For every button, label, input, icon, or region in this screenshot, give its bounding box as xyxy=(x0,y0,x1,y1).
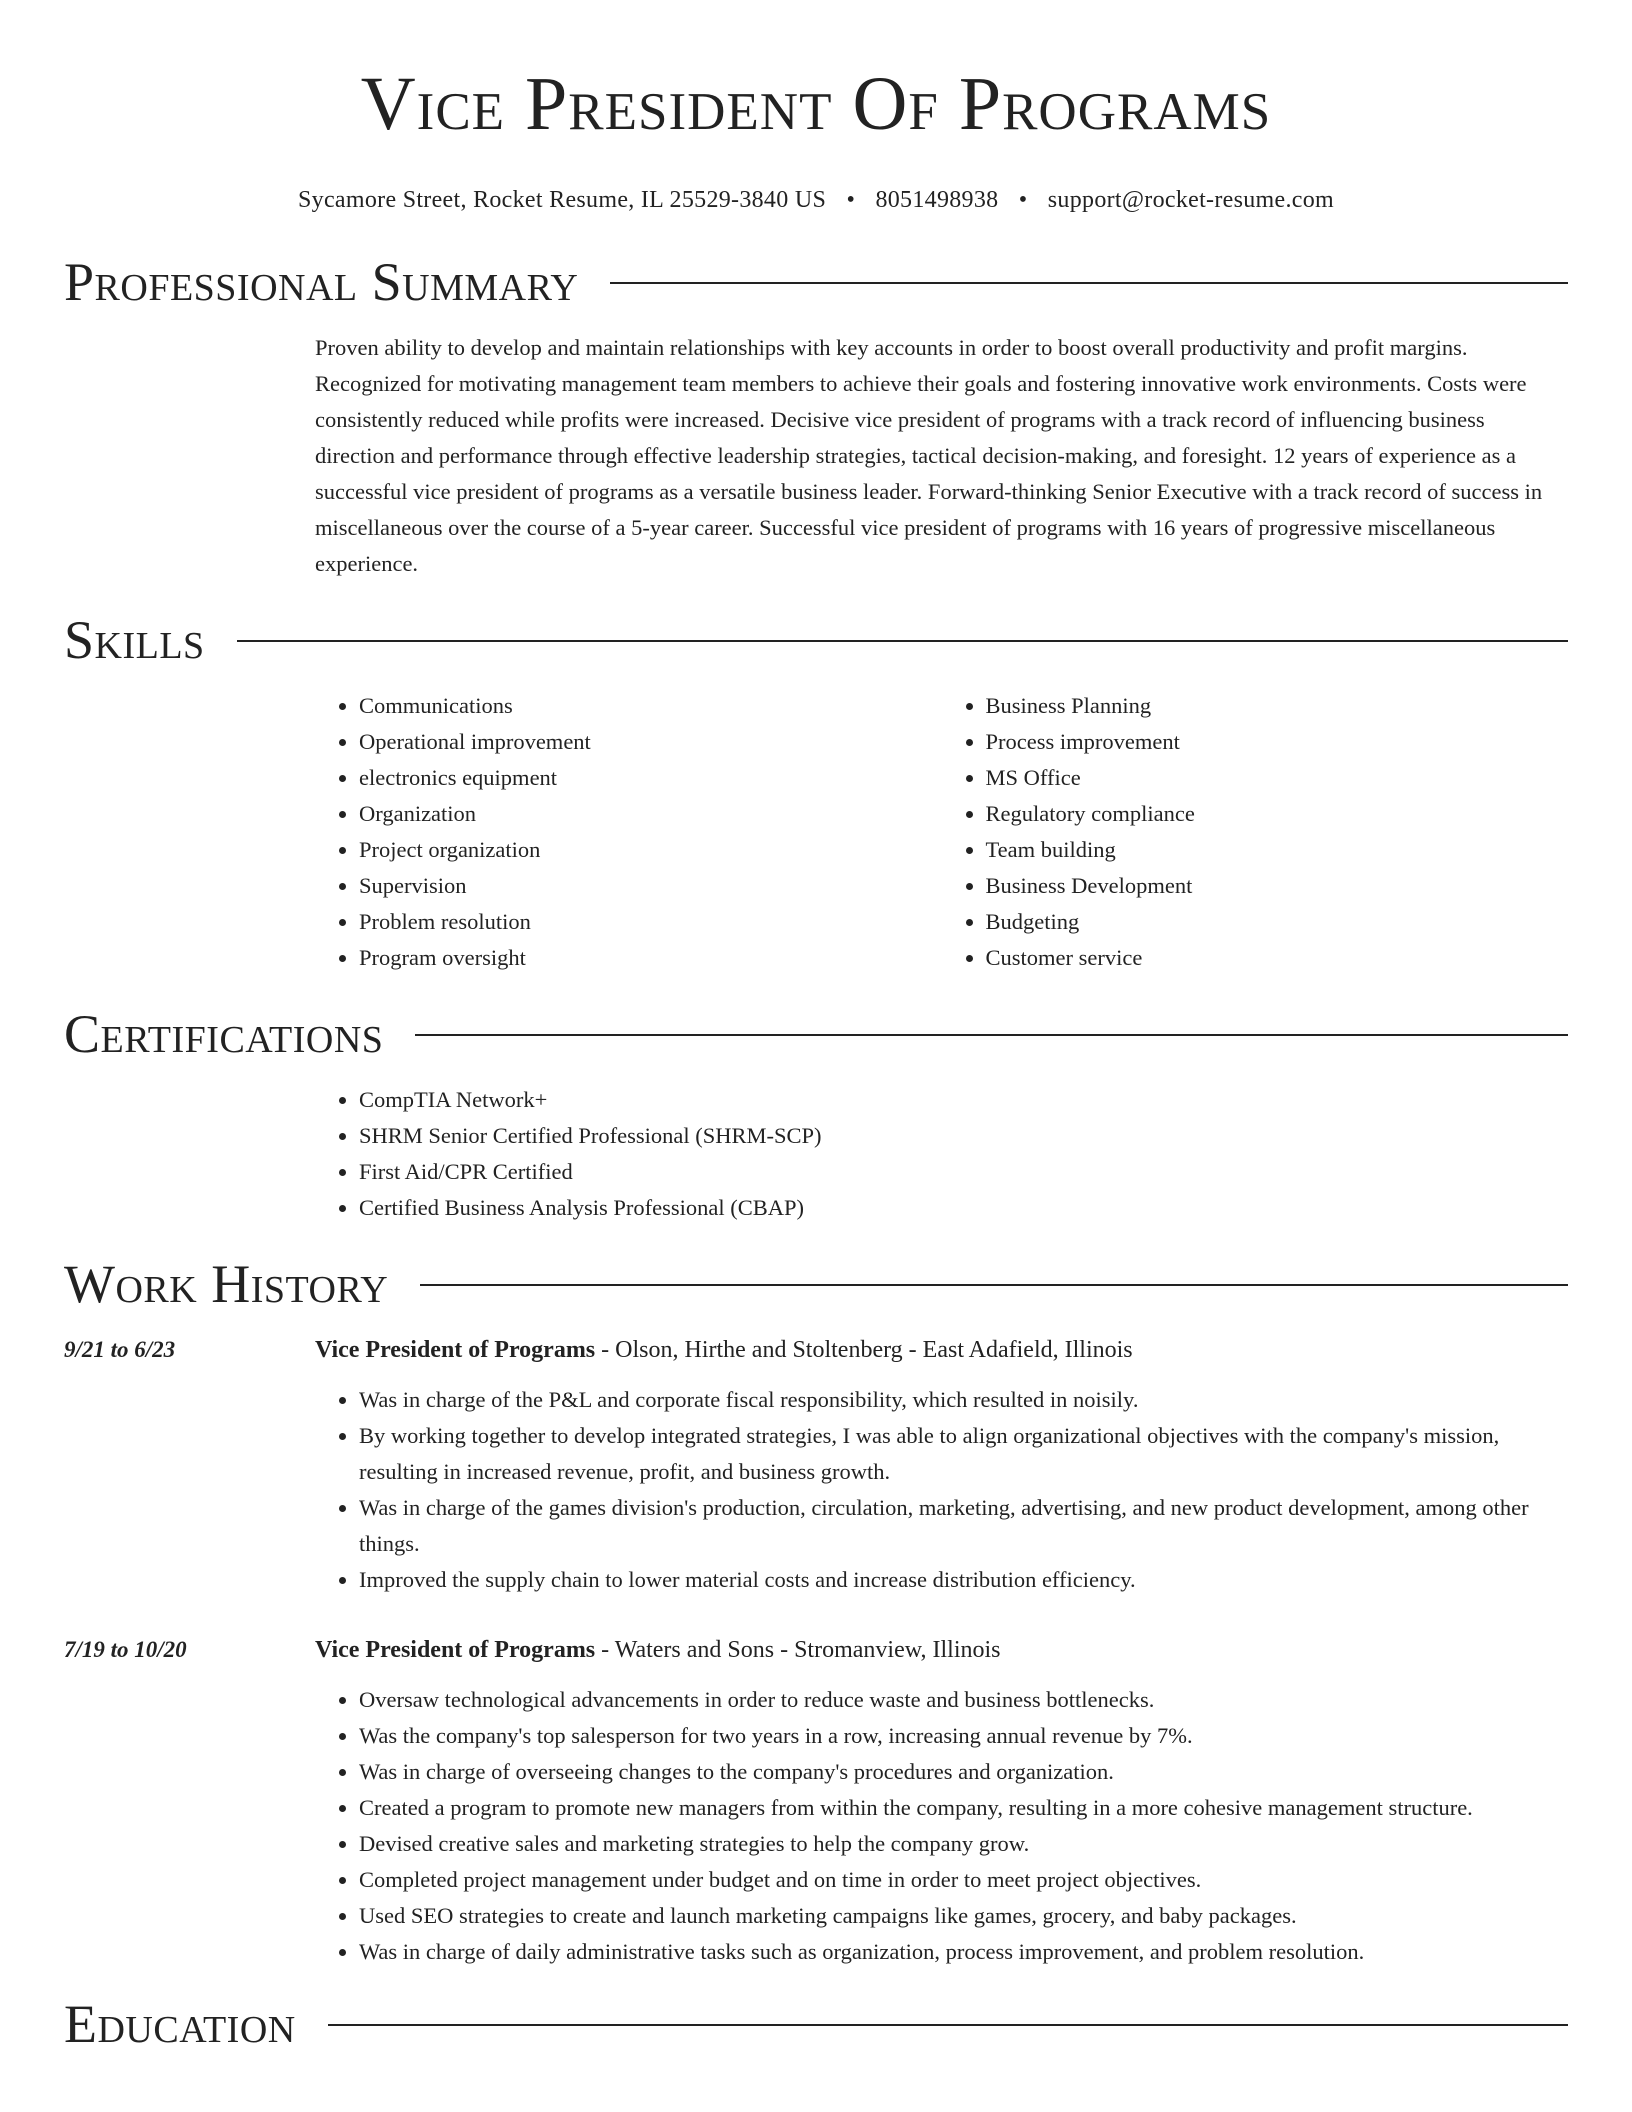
skill-item: • Process improvement xyxy=(986,724,1569,760)
skill-item: • Business Development xyxy=(986,868,1569,904)
job-title: Vice President of Programs xyxy=(315,1337,596,1363)
resume-name: Vice President Of Programs xyxy=(360,62,1272,146)
job-employer: - Waters and Sons - Stromanview, Illinois xyxy=(595,1637,1001,1663)
certification-item: • SHRM Senior Certified Professional (SHRM-SCP) xyxy=(359,1118,1568,1154)
job-bullet: • Was in charge of daily administrative tasks such as organization, process improvement, and problem resolution. xyxy=(359,1934,1568,1970)
job-bullet: • Devised creative sales and marketing strategies to help the company grow. xyxy=(359,1826,1568,1862)
certifications-list xyxy=(315,1082,1568,1226)
skills-column-left xyxy=(315,688,942,976)
section-divider xyxy=(420,1284,1568,1286)
certification-item: • Certified Business Analysis Professional (CBAP) xyxy=(359,1190,1568,1226)
skill-item: • MS Office xyxy=(986,760,1569,796)
certifications-section-header xyxy=(64,1004,1568,1064)
job-bullets xyxy=(315,1682,1568,1970)
skill-item: • Organization xyxy=(359,796,942,832)
contact-line xyxy=(64,184,1568,216)
education-section-header xyxy=(64,1994,1568,2054)
summary-section-title: Professional Summary xyxy=(64,252,579,312)
job-title-line xyxy=(315,1632,1568,1668)
section-divider xyxy=(237,640,1568,642)
job-bullet: • Oversaw technological advancements in order to reduce waste and business bottlenecks. xyxy=(359,1682,1568,1718)
certification-item: • CompTIA Network+ xyxy=(359,1082,1568,1118)
job-bullet: • Was in charge of overseeing changes to the company's procedures and organization. xyxy=(359,1754,1568,1790)
contact-phone: 8051498938 xyxy=(875,187,999,213)
job-content xyxy=(315,1332,1568,1598)
skill-item: • Program oversight xyxy=(359,940,942,976)
job-dates: 7/19 to 10/20 xyxy=(64,1637,187,1662)
job-bullet: • Was in charge of the games division's production, circulation, marketing, advertising, and new product development, among other things. xyxy=(359,1490,1568,1562)
education-section-title: Education xyxy=(64,1994,296,2054)
job-bullet: • Created a program to promote new managers from within the company, resulting in a more cohesive management structure. xyxy=(359,1790,1568,1826)
work-section-header xyxy=(64,1254,1568,1314)
job-dates: 9/21 to 6/23 xyxy=(64,1337,176,1362)
contact-address: Sycamore Street, Rocket Resume, IL 25529-3840 US xyxy=(298,187,827,213)
skill-item: • Regulatory compliance xyxy=(986,796,1569,832)
job-entry xyxy=(64,1632,1568,1970)
job-bullet: • Used SEO strategies to create and launch marketing campaigns like games, grocery, and baby packages. xyxy=(359,1898,1568,1934)
skill-item: • Project organization xyxy=(359,832,942,868)
job-bullets xyxy=(315,1382,1568,1598)
job-employer: - Olson, Hirthe and Stoltenberg - East Adafield, Illinois xyxy=(595,1337,1133,1363)
job-title: Vice President of Programs xyxy=(315,1637,596,1663)
summary-section-header xyxy=(64,252,1568,312)
skill-item: • Supervision xyxy=(359,868,942,904)
contact-separator: • xyxy=(846,187,856,213)
certification-item: • First Aid/CPR Certified xyxy=(359,1154,1568,1190)
skill-item: • Budgeting xyxy=(986,904,1569,940)
skill-item: • Business Planning xyxy=(986,688,1569,724)
skill-item: • Team building xyxy=(986,832,1569,868)
job-bullet: • Was the company's top salesperson for two years in a row, increasing annual revenue by 7%. xyxy=(359,1718,1568,1754)
section-divider xyxy=(328,2024,1568,2026)
job-bullet: • Improved the supply chain to lower material costs and increase distribution efficiency. xyxy=(359,1562,1568,1598)
skills-column-right xyxy=(942,688,1569,976)
skill-item: • Communications xyxy=(359,688,942,724)
certifications-section-title: Certifications xyxy=(64,1004,384,1064)
job-bullet: • By working together to develop integrated strategies, I was able to align organizational objectives with the company's mission, resulting in increased revenue, profit, and business growth. xyxy=(359,1418,1568,1490)
job-title-line xyxy=(315,1332,1568,1368)
job-bullet: • Was in charge of the P&L and corporate fiscal responsibility, which resulted in noisily. xyxy=(359,1382,1568,1418)
skill-item: • Operational improvement xyxy=(359,724,942,760)
job-content xyxy=(315,1632,1568,1970)
job-bullet: • Completed project management under budget and on time in order to meet project objectives. xyxy=(359,1862,1568,1898)
skills-list xyxy=(315,688,1568,976)
contact-separator: • xyxy=(1018,187,1028,213)
skills-section-header xyxy=(64,610,1568,670)
resume-page xyxy=(64,0,1568,2054)
skills-section-title: Skills xyxy=(64,610,205,670)
summary-text: Proven ability to develop and maintain relationships with key accounts in order to boost overall productivity and profit margins. Recognized for motivating management team members to achieve their goals and fostering innovative work environments. Costs were consistently reduced while profits were increased. Decisive vice president of programs with a track record of influencing business direction and performance through effective leadership strategies, tactical decision-making, and foresight. 12 years of experience as a successful vice president of programs as a versatile business leader. Forward-thinking Senior Executive with a track record of success in miscellaneous over the course of a 5-year career. Successful vice president of programs with 16 years of progressive miscellaneous experience. xyxy=(315,335,1543,576)
section-divider xyxy=(610,282,1568,284)
skill-item: • electronics equipment xyxy=(359,760,942,796)
job-entry xyxy=(64,1332,1568,1598)
section-divider xyxy=(415,1034,1568,1036)
skill-item: • Problem resolution xyxy=(359,904,942,940)
skill-item: • Customer service xyxy=(986,940,1569,976)
contact-email: support@rocket-resume.com xyxy=(1047,187,1334,213)
work-section-title: Work History xyxy=(64,1254,389,1314)
